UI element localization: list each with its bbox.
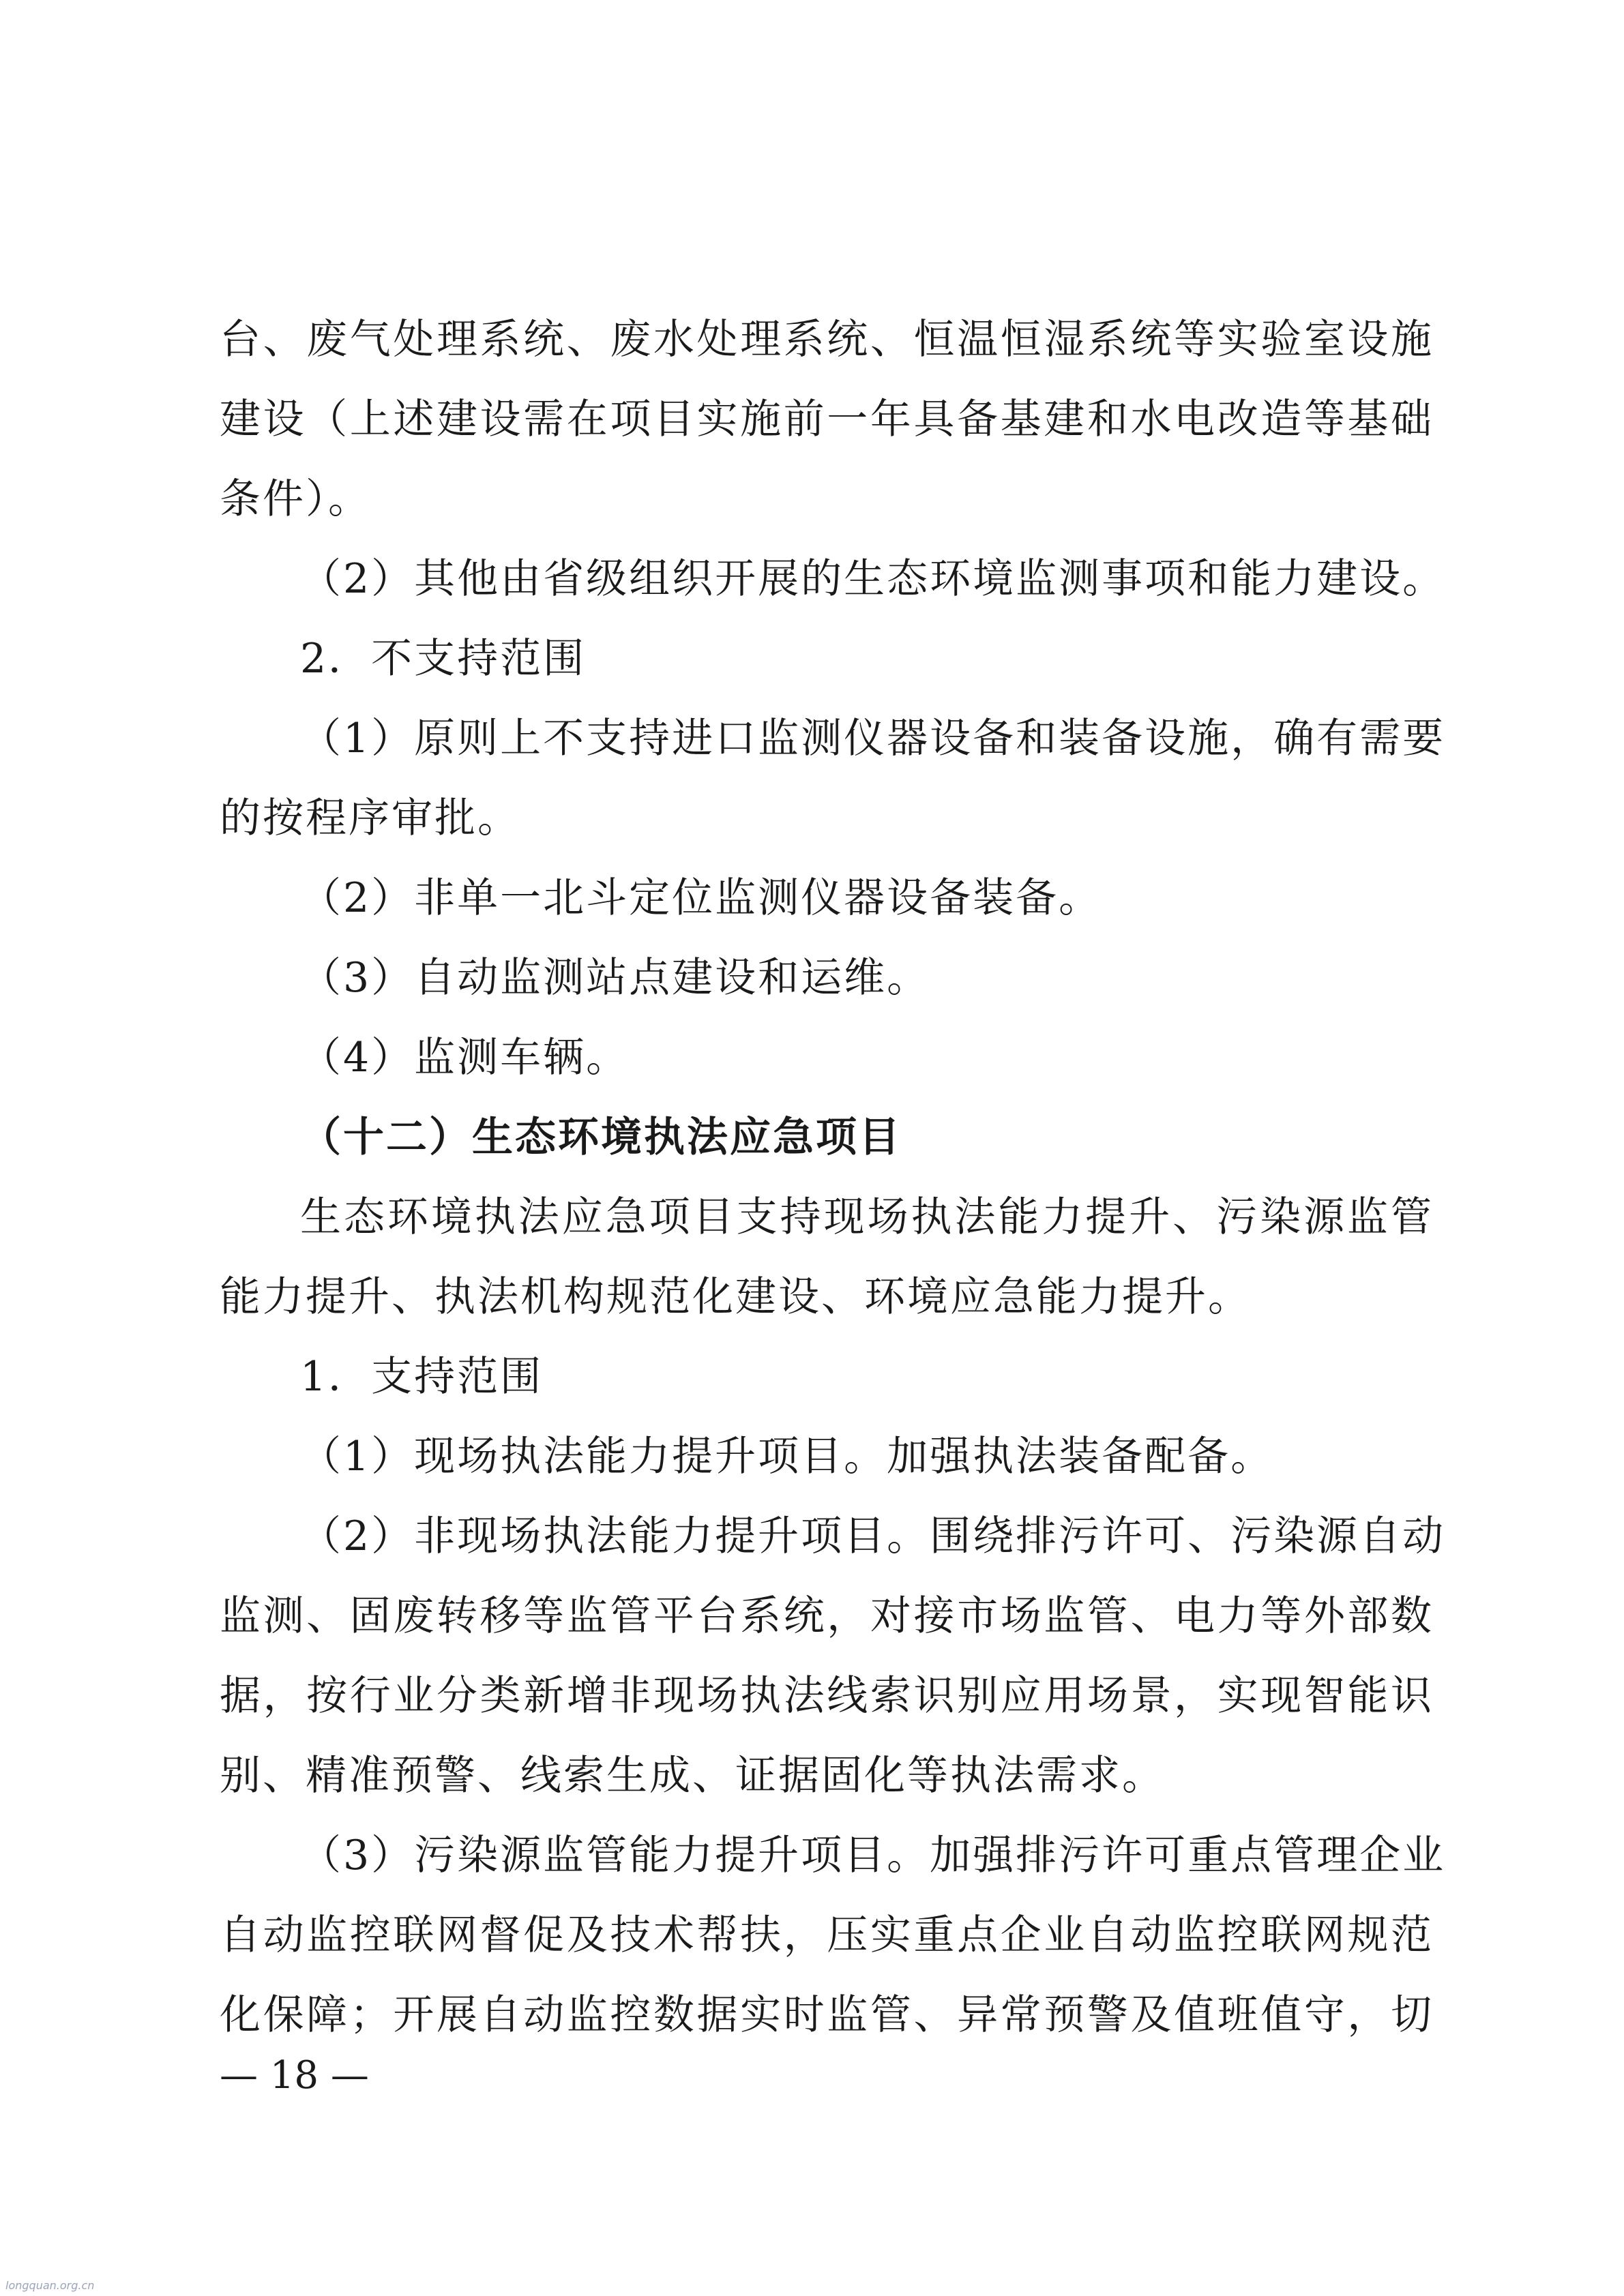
body-line: 据，按行业分类新增非现场执法线索识别应用场景，实现智能识	[220, 1672, 1434, 1720]
list-item: （2）非单一北斗定位监测仪器设备装备。	[300, 874, 1102, 922]
body-line: 条件）。	[220, 475, 371, 523]
body-line: 化保障；开展自动监控数据实时监管、异常预警及值班值守，切	[220, 1991, 1434, 2039]
body-line: 台、废气处理系统、废水处理系统、恒温恒湿系统等实验室设施	[220, 316, 1434, 363]
page-number: — 18 —	[220, 2053, 369, 2098]
list-item: （3）自动监测站点建设和运维。	[300, 954, 930, 1002]
list-item: （2）其他由省级组织开展的生态环境监测事项和能力建设。	[300, 555, 1446, 603]
body-line: 别、精准预警、线索生成、证据固化等执法需求。	[220, 1752, 1165, 1800]
section-heading: （十二）生态环境执法应急项目	[300, 1114, 902, 1161]
list-item: （3）污染源监管能力提升项目。加强排污许可重点管理企业	[300, 1832, 1446, 1879]
list-item: （1）现场执法能力提升项目。加强执法装备配备。	[300, 1433, 1274, 1480]
watermark-text: longquan.org.cn	[5, 2279, 95, 2292]
list-item: （4）监测车辆。	[300, 1034, 630, 1082]
body-line: 能力提升、执法机构规范化建设、环境应急能力提升。	[220, 1273, 1251, 1321]
body-line: 的按程序审批。	[220, 794, 520, 842]
body-line: 自动监控联网督促及技术帮扶，压实重点企业自动监控联网规范	[220, 1911, 1434, 1959]
list-item: （1）原则上不支持进口监测仪器设备和装备设施，确有需要	[300, 715, 1446, 762]
body-line: 建设（上述建设需在项目实施前一年具备基建和水电改造等基础	[220, 396, 1434, 443]
section-heading: 1．支持范围	[300, 1353, 544, 1401]
body-line: 监测、固废转移等监管平台系统，对接市场监管、电力等外部数	[220, 1592, 1434, 1640]
list-item: （2）非现场执法能力提升项目。围绕排污许可、污染源自动	[300, 1512, 1446, 1560]
body-line: 生态环境执法应急项目支持现场执法能力提升、污染源监管	[300, 1193, 1434, 1241]
section-heading: 2．不支持范围	[300, 635, 587, 683]
document-body	[220, 300, 1446, 2055]
